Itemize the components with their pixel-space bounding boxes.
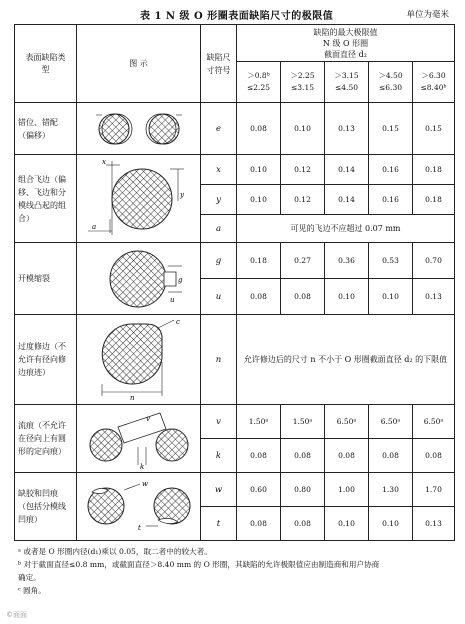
limit-value: 6.50ᵃ — [369, 405, 413, 439]
limit-value: 0.10 — [369, 507, 413, 541]
footnote-c: ᶜ 圆角。 — [18, 586, 46, 595]
defect-symbol: a — [201, 215, 237, 243]
table-title-bar — [0, 7, 465, 23]
limit-value: 1.70 — [413, 473, 455, 507]
table-row — [15, 103, 455, 155]
limit-value: 0.10 — [369, 279, 413, 315]
diagram-excessive-trim — [77, 315, 201, 405]
defect-type: 缺胶和凹痕（包括分模线凹痕） — [15, 473, 77, 541]
range-header: ＞2.25 ≤3.15 — [281, 62, 325, 103]
limit-value: 0.08 — [237, 439, 281, 473]
defect-type: 组合飞边（偏移、飞边和分模线凸起的组合） — [15, 155, 77, 243]
limit-value: 0.18 — [413, 155, 455, 185]
diagram-flow-marks — [77, 405, 201, 473]
diagram-backrind — [77, 243, 201, 315]
header-limit-group: 缺陷的最大极限值 N 级 O 形圈 截面直径 d₂ — [237, 25, 455, 62]
defect-symbol: x — [201, 155, 237, 185]
header-defect-type: 表面缺陷类型 — [15, 25, 77, 103]
label-k: k — [139, 462, 144, 471]
limit-value: 0.10 — [237, 185, 281, 215]
label-a: a — [91, 222, 96, 231]
limit-value: 6.50ᵃ — [413, 405, 455, 439]
label-y: y — [179, 190, 184, 199]
limit-value: 0.36 — [325, 243, 369, 279]
merged-note: 允许修边后的尺寸 n 不小于 O 形圈截面直径 d₂ 的下限值 — [237, 315, 455, 405]
footnote-b-cont: 确定。 — [18, 573, 41, 582]
range-header: ＞4.50 ≤6.30 — [369, 62, 413, 103]
range-header: ＞0.8ᵇ ≤2.25 — [237, 62, 281, 103]
limit-value: 0.13 — [413, 279, 455, 315]
watermark: ©面面 — [6, 611, 27, 619]
header-diagram: 图 示 — [77, 25, 201, 103]
defect-symbol: y — [201, 185, 237, 215]
defect-symbol: e — [201, 103, 237, 155]
limit-value: 0.12 — [281, 155, 325, 185]
table-row — [15, 405, 455, 439]
defect-type: 过度修边（不允许有径向修边痕迹） — [15, 315, 77, 405]
limit-value: 0.08 — [281, 507, 325, 541]
diagram-non-fill — [77, 473, 201, 541]
limit-value: 0.08 — [369, 439, 413, 473]
label-n: n — [129, 393, 135, 402]
defect-type: 流痕（不允许在径向上有圆形的定向痕） — [15, 405, 77, 473]
diagram-misalignment — [77, 103, 201, 155]
merged-note: 可见的飞边不应超过 0.07 mm — [237, 215, 455, 243]
label-t: t — [137, 523, 141, 532]
limit-value: 0.12 — [281, 185, 325, 215]
limit-value: 0.08 — [237, 279, 281, 315]
limit-value: 0.80 — [281, 473, 325, 507]
limit-value: 1.30 — [369, 473, 413, 507]
limit-value: 0.10 — [237, 155, 281, 185]
limit-value: 0.18 — [237, 243, 281, 279]
limit-value: 0.14 — [325, 185, 369, 215]
defect-symbol: g — [201, 243, 237, 279]
label-c: c — [175, 317, 180, 326]
limit-value: 0.60 — [237, 473, 281, 507]
limit-value: 6.50ᵃ — [325, 405, 369, 439]
table-row — [15, 155, 455, 185]
limit-value: 0.15 — [413, 103, 455, 155]
limit-value: 0.08 — [281, 439, 325, 473]
defect-type: 错位、错配（偏移） — [15, 103, 77, 155]
limit-value: 0.18 — [413, 185, 455, 215]
unit-note: 单位为毫米 — [406, 10, 449, 20]
label-g: g — [177, 275, 182, 284]
footnotes — [18, 545, 448, 597]
label-u: u — [169, 295, 175, 304]
limit-value: 0.10 — [325, 279, 369, 315]
limit-value: 0.08 — [281, 279, 325, 315]
limit-value: 0.27 — [281, 243, 325, 279]
limit-value: 0.08 — [325, 439, 369, 473]
table-title: 表 1 N 级 O 形圈表面缺陷尺寸的极限值 — [140, 11, 334, 22]
limit-value: 0.16 — [369, 155, 413, 185]
limit-value: 0.10 — [281, 103, 325, 155]
limit-value: 0.15 — [369, 103, 413, 155]
limit-value: 0.13 — [413, 507, 455, 541]
label-x: x — [101, 157, 106, 166]
defect-symbol: t — [201, 507, 237, 541]
limit-value: 0.08 — [237, 507, 281, 541]
defect-symbol: v — [201, 405, 237, 439]
defect-symbol: u — [201, 279, 237, 315]
footnote-a: ᵃ 或者是 O 形圈内径(d₁)乘以 0.05，取二者中的较大者。 — [18, 547, 212, 556]
defect-type: 开模缩裂 — [15, 243, 77, 315]
limit-value: 1.00 — [325, 473, 369, 507]
limit-value: 0.70 — [413, 243, 455, 279]
limit-value: 0.08 — [237, 103, 281, 155]
label-w: w — [141, 479, 148, 488]
limit-value: 0.14 — [325, 155, 369, 185]
range-header: ＞6.30 ≤8.40ᵇ — [413, 62, 455, 103]
label-v: v — [145, 414, 150, 423]
defect-symbol: k — [201, 439, 237, 473]
table-row — [15, 315, 455, 405]
header-symbol: 缺陷尺寸符号 — [201, 25, 237, 103]
diagram-combination-flash — [77, 155, 201, 243]
limit-value: 0.53 — [369, 243, 413, 279]
table-row — [15, 243, 455, 279]
defect-symbol: w — [201, 473, 237, 507]
limit-value: 1.50ᵃ — [281, 405, 325, 439]
limit-value: 0.13 — [325, 103, 369, 155]
limit-value: 0.10 — [325, 507, 369, 541]
limit-value: 1.50ᵃ — [237, 405, 281, 439]
range-header: ＞3.15 ≤4.50 — [325, 62, 369, 103]
limit-value: 0.08 — [413, 439, 455, 473]
limit-value: 0.16 — [369, 185, 413, 215]
defect-symbol: n — [201, 315, 237, 405]
footnote-b: ᵇ 对于截面直径≤0.8 mm，或截面直径＞8.40 mm 的 O 形圈，其缺陷的允许极限值应由制造商和用户协商 — [18, 560, 380, 569]
table-row — [15, 473, 455, 507]
defect-limits-table — [14, 24, 455, 541]
